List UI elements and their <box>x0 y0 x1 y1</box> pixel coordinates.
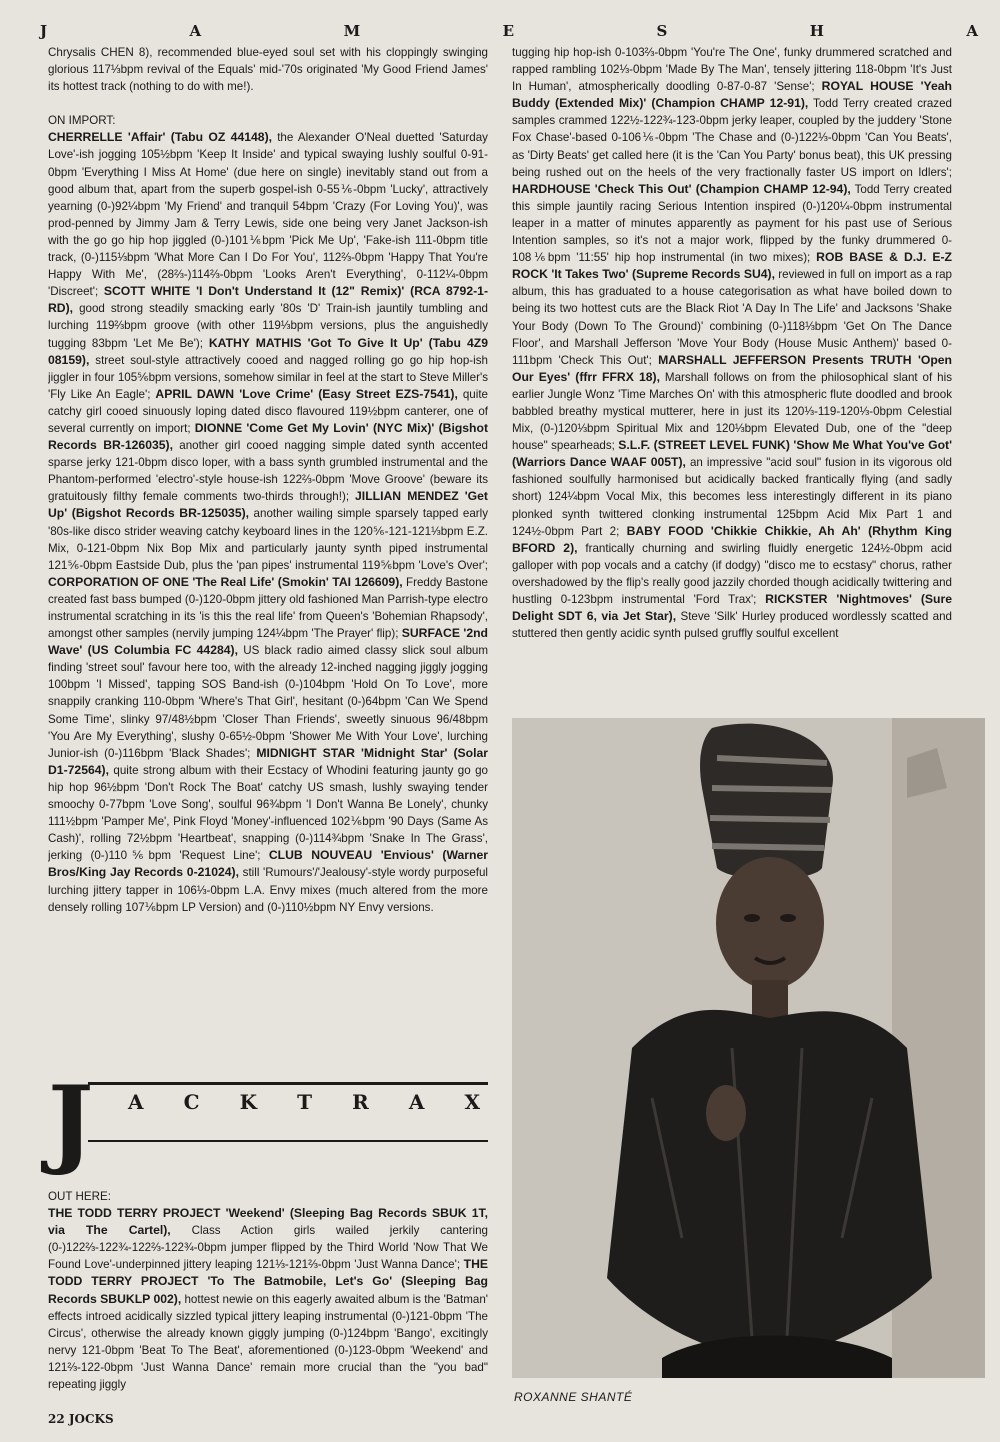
release-title: MARSHALL JEFFERSON Presents TRUTH 'Open Our Eyes' (ffrr FFRX 18), <box>512 352 952 384</box>
review-text: tugging hip hop-ish 0-103⅔-0bpm 'You're The One', funky drummered scratched and rapped rambling 102⅓-0bpm 'Made By The Man', tensely jittering 118-0bpm 'It's Just In Human', atmospherically doodling 0-87-0-87 'Sense'; <box>512 46 952 94</box>
release-title: RICKSTER 'Nightmoves' (Sure Delight SDT 6, via Jet Star), <box>512 592 952 624</box>
header-letter: S <box>656 22 670 40</box>
photo-illustration <box>512 718 985 1378</box>
review-text: Steve 'Silk' Hurley produced wordlessly scatted and stuttered then gently acidic synth pulsed gruffly soulful excellent <box>512 610 952 641</box>
review-text: an impressive "acid soul" fusion in its vigorous old fashioned soulfully harmonised but acidically backed frantically flying (and sadly short) 124¼bpm Vocal Mix, this becomes less interestingly different in its piano plonked synth twittered clonking instrumental 125bpm Acid Mix Part 1 and 124½-0bpm Part 2; <box>512 456 952 538</box>
release-title: APRIL DAWN 'Love Crime' (Easy Street EZS-7541), <box>155 386 458 401</box>
review-text: another girl cooed nagging simple dated synth accented sparse jerky 121-0bpm disco loper, with a bass synth grumbled instrumental and the Phantom-performed 'electro'-style house-ish 122⅔-0bpm 'Move Groove' (beware its gratuitously filthy female comments two-thirds through!); <box>48 439 488 504</box>
release-title: ROYAL HOUSE 'Yeah Buddy (Extended Mix)' (Champion CHAMP 12-91), <box>512 79 952 111</box>
review-text: US black radio aimed classy slick soul album finding 'street soul' favour here too, with the already 12-inched nagging jiggly jogging 100bpm 'I Missed', tapping SOS Band-ish (0-)104bpm 'Hold On To Love', more snappily cranking 110-0bpm 'Where's That Girl', hesitant (0-)64bpm 'Can We Spend Some Time', slinky 97/48½bpm 'Closer Than Friends', sweetly sinuous 96/48bpm 'You Are My Everything', slushy 0-65½-0bpm 'Shower Me With Your Love', lurching Junior-ish (0-)116bpm 'Black Shades'; <box>48 644 488 760</box>
intro-paragraph: Chrysalis CHEN 8), recommended blue-eyed soul set with his cloppingly swinging glorious 117⅓bpm revival of the Equals' mid-'70s originated 'My Good Friend James' its hottest track (nothing to do with me!). <box>48 46 488 94</box>
on-import-heading: ON IMPORT: <box>48 114 116 128</box>
jacktrax-letter: K <box>239 1090 258 1114</box>
release-title: THE TODD TERRY PROJECT 'Weekend' (Sleeping Bag Records SBUK 1T, via The Cartel), <box>48 1206 488 1238</box>
release-title: JILLIAN MENDEZ 'Get Up' (Bigshot Records BR-125035), <box>48 489 488 521</box>
header-letter: A <box>966 22 980 40</box>
jacktrax-letter: C <box>183 1090 200 1114</box>
jacktrax-letter: R <box>352 1090 369 1114</box>
review-text: Marshall follows on from the philosophical slant of his earlier Jungle Wonz 'Time Marches On' with this atmospheric flute doodled and brook babbled breathy mystical mutterer, here in just its 120⅓-119-120⅓-0bpm Celestial Mix, (0-)120⅓bpm Spiritual Mix and 120⅓bpm Elevated Dub, one of the "deep house" spearheads; <box>512 370 952 453</box>
jacktrax-column <box>48 1188 488 1410</box>
release-title: DIONNE 'Come Get My Lovin' (NYC Mix)' (Bigshot Records BR-126035), <box>48 420 488 453</box>
jacktrax-letter: X <box>464 1090 480 1114</box>
release-title: CORPORATION OF ONE 'The Real Life' (Smokin' TAI 126609), <box>48 574 403 589</box>
heading-rule <box>88 1082 488 1085</box>
heading-rule <box>88 1140 488 1142</box>
jacktrax-letters <box>128 1090 480 1114</box>
review-paragraph <box>512 44 952 642</box>
review-text: Class Action girls wailed jerkily cantering (0-)122⅔-122¾-122⅔-122¾-0bpm jumper flipped by the Third World 'Now That We Found Love'-underpinned jittery leaping 121⅓-121⅔-0bpm 'Just Wanna Dance'; <box>48 1224 488 1272</box>
review-paragraph <box>48 129 488 915</box>
release-title: SCOTT WHITE 'I Don't Understand It (12" Remix)' (RCA 8792-1-RD), <box>48 284 488 316</box>
review-text: still 'Rumours'/'Jealousy'-style wordy purposeful lurching jittery tapper in 106⅓-0bpm L.A. Envy mixes (much altered from the more densely rolling 107⅙bpm LP Version) and (0-)110½bpm NY Envy versions. <box>48 866 488 914</box>
release-title: ROB BASE & D.J. E-Z ROCK 'It Takes Two' (Supreme Records SU4), <box>512 250 952 282</box>
page-folio: 22 JOCKS <box>48 1412 114 1426</box>
artist-photo <box>512 718 985 1378</box>
review-text: the Alexander O'Neal duetted 'Saturday Love'-ish jogging 105½bpm 'Keep It Inside' and typical swaying lushly soulful 0-91-0bpm 'Everything I Miss At Home' (due here on single) inevitably stand out from a good album that, apart from the superb gospel-ish 0-55⅙-0bpm 'Lucky', attractively yearning (0-)92¼bpm 'My Friend' and tranquil 54bpm 'Crazy (For Loving You)', was prod-penned by Jimmy Jam & Terry Lewis, side one being very Janet Jackson-ish with the go go hip hop jiggled (0-)101⅙bpm 'Pick Me Up', 'Fake-ish 111-0bpm title track, (0-)115⅓bpm 'What More Can I Do For You', 112⅔-0bpm 'Happy That You're Happy With Me', (28⅔-)114⅔-0bpm 'Looks Aren't Everything', 0-112¼-0bpm 'Discreet'; <box>48 131 488 299</box>
review-text: another wailing simple sparsely tapped early '80s-like disco strider weaving catchy keyboard lines in the 120⅚-121-121⅓bpm E.Z. Mix, 0-121-0bpm Nix Bop Mix and particularly jaunty synth piped instrumental 121⅚-0bpm Eastside Dub, plus the 'pan pipes' instrumental 119⅚bpm 'Love's Over'; <box>48 507 488 572</box>
review-text: Todd Terry created this simple jauntily racing Serious Intention inspired (0-)120¼-0bpm instrumental leaper in a matter of minutes apparently as payment for his past use of Serious Intention samples, so it's not a major work, flipped by the funky drummered 0-108⅙bpm '11:55' hip hop instrumental (in two mixes); <box>512 182 952 265</box>
out-here-heading: OUT HERE: <box>48 1190 111 1203</box>
release-title: KATHY MATHIS 'Got To Give It Up' (Tabu 4Z9 08159), <box>48 335 488 367</box>
review-text: frantically churning and swirling fluidly energetic 124½-0bpm acid galloper with pop vocals and a catchy (if dodgy) "disco me to ecstasy" chorus, rather overshadowed by the flip's really good jazzily chorded though acidically twittering and hustling 0-123bpm instrumental 'Ford Trax'; <box>512 541 952 606</box>
header-letter: E <box>502 22 517 40</box>
review-text: Freddy Bastone created fast bass bumped (0-)120-0bpm jittery old fashioned Man Parrish-type electro instrumental scratching in its 'is this the real life' from Queen's 'Bohemian Rhapsody', amongst other samples (nervily jumping 124¼bpm 'The Prayer' flip); <box>48 575 488 641</box>
review-text: Todd Terry created crazed samples crammed 122½-122¾-123-0bpm jerky leaper, coupled by the juddery 'Stone Fox Chase'-based 0-106⅙-0bpm 'The Chase and (0-)122⅓-0bpm 'Can You Beats', as 'Dirty Beats' get called here (it is the 'Can You Party' bonus beat), this UK pressing being rushed out on the heels of the very fractionally faster US import on Idlers'; <box>512 97 952 179</box>
review-text: quite strong album with their Ecstacy of Whodini featuring jaunty go go hip hop 96½bpm 'Don't Rock The Boat' catchy US smash, lushly swaying tender smoochy 0-77bpm 'Love Song', soulful 96¾bpm 'I Don't Wanna Be Lonely', chunky 111½bpm 'Pamper Me', Pink Floyd 'Money'-influenced 102⅙bpm '90 Days (Same As Cash)', rolling 72½bpm 'Heartbeat', snapping (0-)114¾bpm 'Snake In The Grass', jerking (0-)110⅚bpm 'Request Line'; <box>48 763 488 863</box>
review-text: street soul-style attractively cooed and nagged rolling go go hip hop-ish jiggler in four 105⅚bpm versions, somehow similar in feel at the start to Steve Miller's 'Fly Like An Eagle'; <box>48 353 488 401</box>
jacktrax-heading <box>48 1065 488 1180</box>
review-text: reviewed in full on import as a rap album, this has graduated to a house categorisation as what have boiled down to being its two hottest cuts are the Black Riot 'A Day In The Life' and Jacksons 'Shake Your Body (Down To The Ground)' combining (0-)118⅓bpm 'Get On The Dance Floor', and Marshall Jefferson 'Move Your Body (House Music Anthem)' based 0-111bpm 'Check This Out'; <box>512 268 952 367</box>
release-title: BABY FOOD 'Chikkie Chikkie, Ah Ah' (Rhythm King BFORD 2), <box>512 523 952 555</box>
right-column <box>512 44 952 740</box>
header-letter: H <box>809 22 826 40</box>
left-column <box>48 44 488 1050</box>
release-title: HARDHOUSE 'Check This Out' (Champion CHAMP 12-94), <box>512 181 851 196</box>
jacktrax-letter: T <box>297 1090 313 1114</box>
release-title: SURFACE '2nd Wave' (US Columbia FC 44284), <box>48 626 488 658</box>
review-paragraph <box>48 1205 488 1393</box>
jacktrax-letter: A <box>408 1090 425 1114</box>
photo-caption: ROXANNE SHANTÉ <box>514 1390 633 1404</box>
header-letter: M <box>343 22 363 40</box>
review-text: hottest newie on this eagerly awaited album is the 'Batman' effects introed acidically sizzled typical jittery leaping instrumental (0-)121-0bpm 'The Circus', otherwise the already known giggly jumping (0-)124bpm 'Bango', excitingly nervy 121-0bpm 'Beat To The Beat', aforementioned (0-)123-0bpm 'Weekend' and 121⅔-122-0bpm 'Just Wanna Dance' remain more crucial than the "you bad" repeating jiggly <box>48 1292 488 1392</box>
header-letter: J <box>40 22 50 40</box>
review-text: good strong steadily smacking early '80s 'D' Train-ish jauntily tumbling and lurching 119⅔bpm groove (with other 119⅓bpm versions, plus the anguishedly tugging 83bpm 'Let Me Be'); <box>48 302 488 350</box>
release-title: MIDNIGHT STAR 'Midnight Star' (Solar D1-72564), <box>48 745 488 777</box>
jacktrax-letter: A <box>128 1090 144 1114</box>
release-title: S.L.F. (STREET LEVEL FUNK) 'Show Me What You've Got' (Warriors Dance WAAF 005T), <box>512 438 952 470</box>
header-letter: A <box>189 22 204 40</box>
release-title: CLUB NOUVEAU 'Envious' (Warner Bros/King Jay Records 0-21024), <box>48 848 488 880</box>
release-title: CHERRELLE 'Affair' (Tabu OZ 44148), <box>48 130 273 145</box>
jacktrax-initial: J <box>48 1065 94 1178</box>
page-header <box>40 14 980 48</box>
release-title: THE TODD TERRY PROJECT 'To The Batmobile, Let's Go' (Sleeping Bag Records SBUKLP 002), <box>48 1257 488 1306</box>
review-text: quite catchy girl cooed sinuously loping dated disco flavoured 119½bpm canterer, one of several currently on import; <box>48 387 488 435</box>
